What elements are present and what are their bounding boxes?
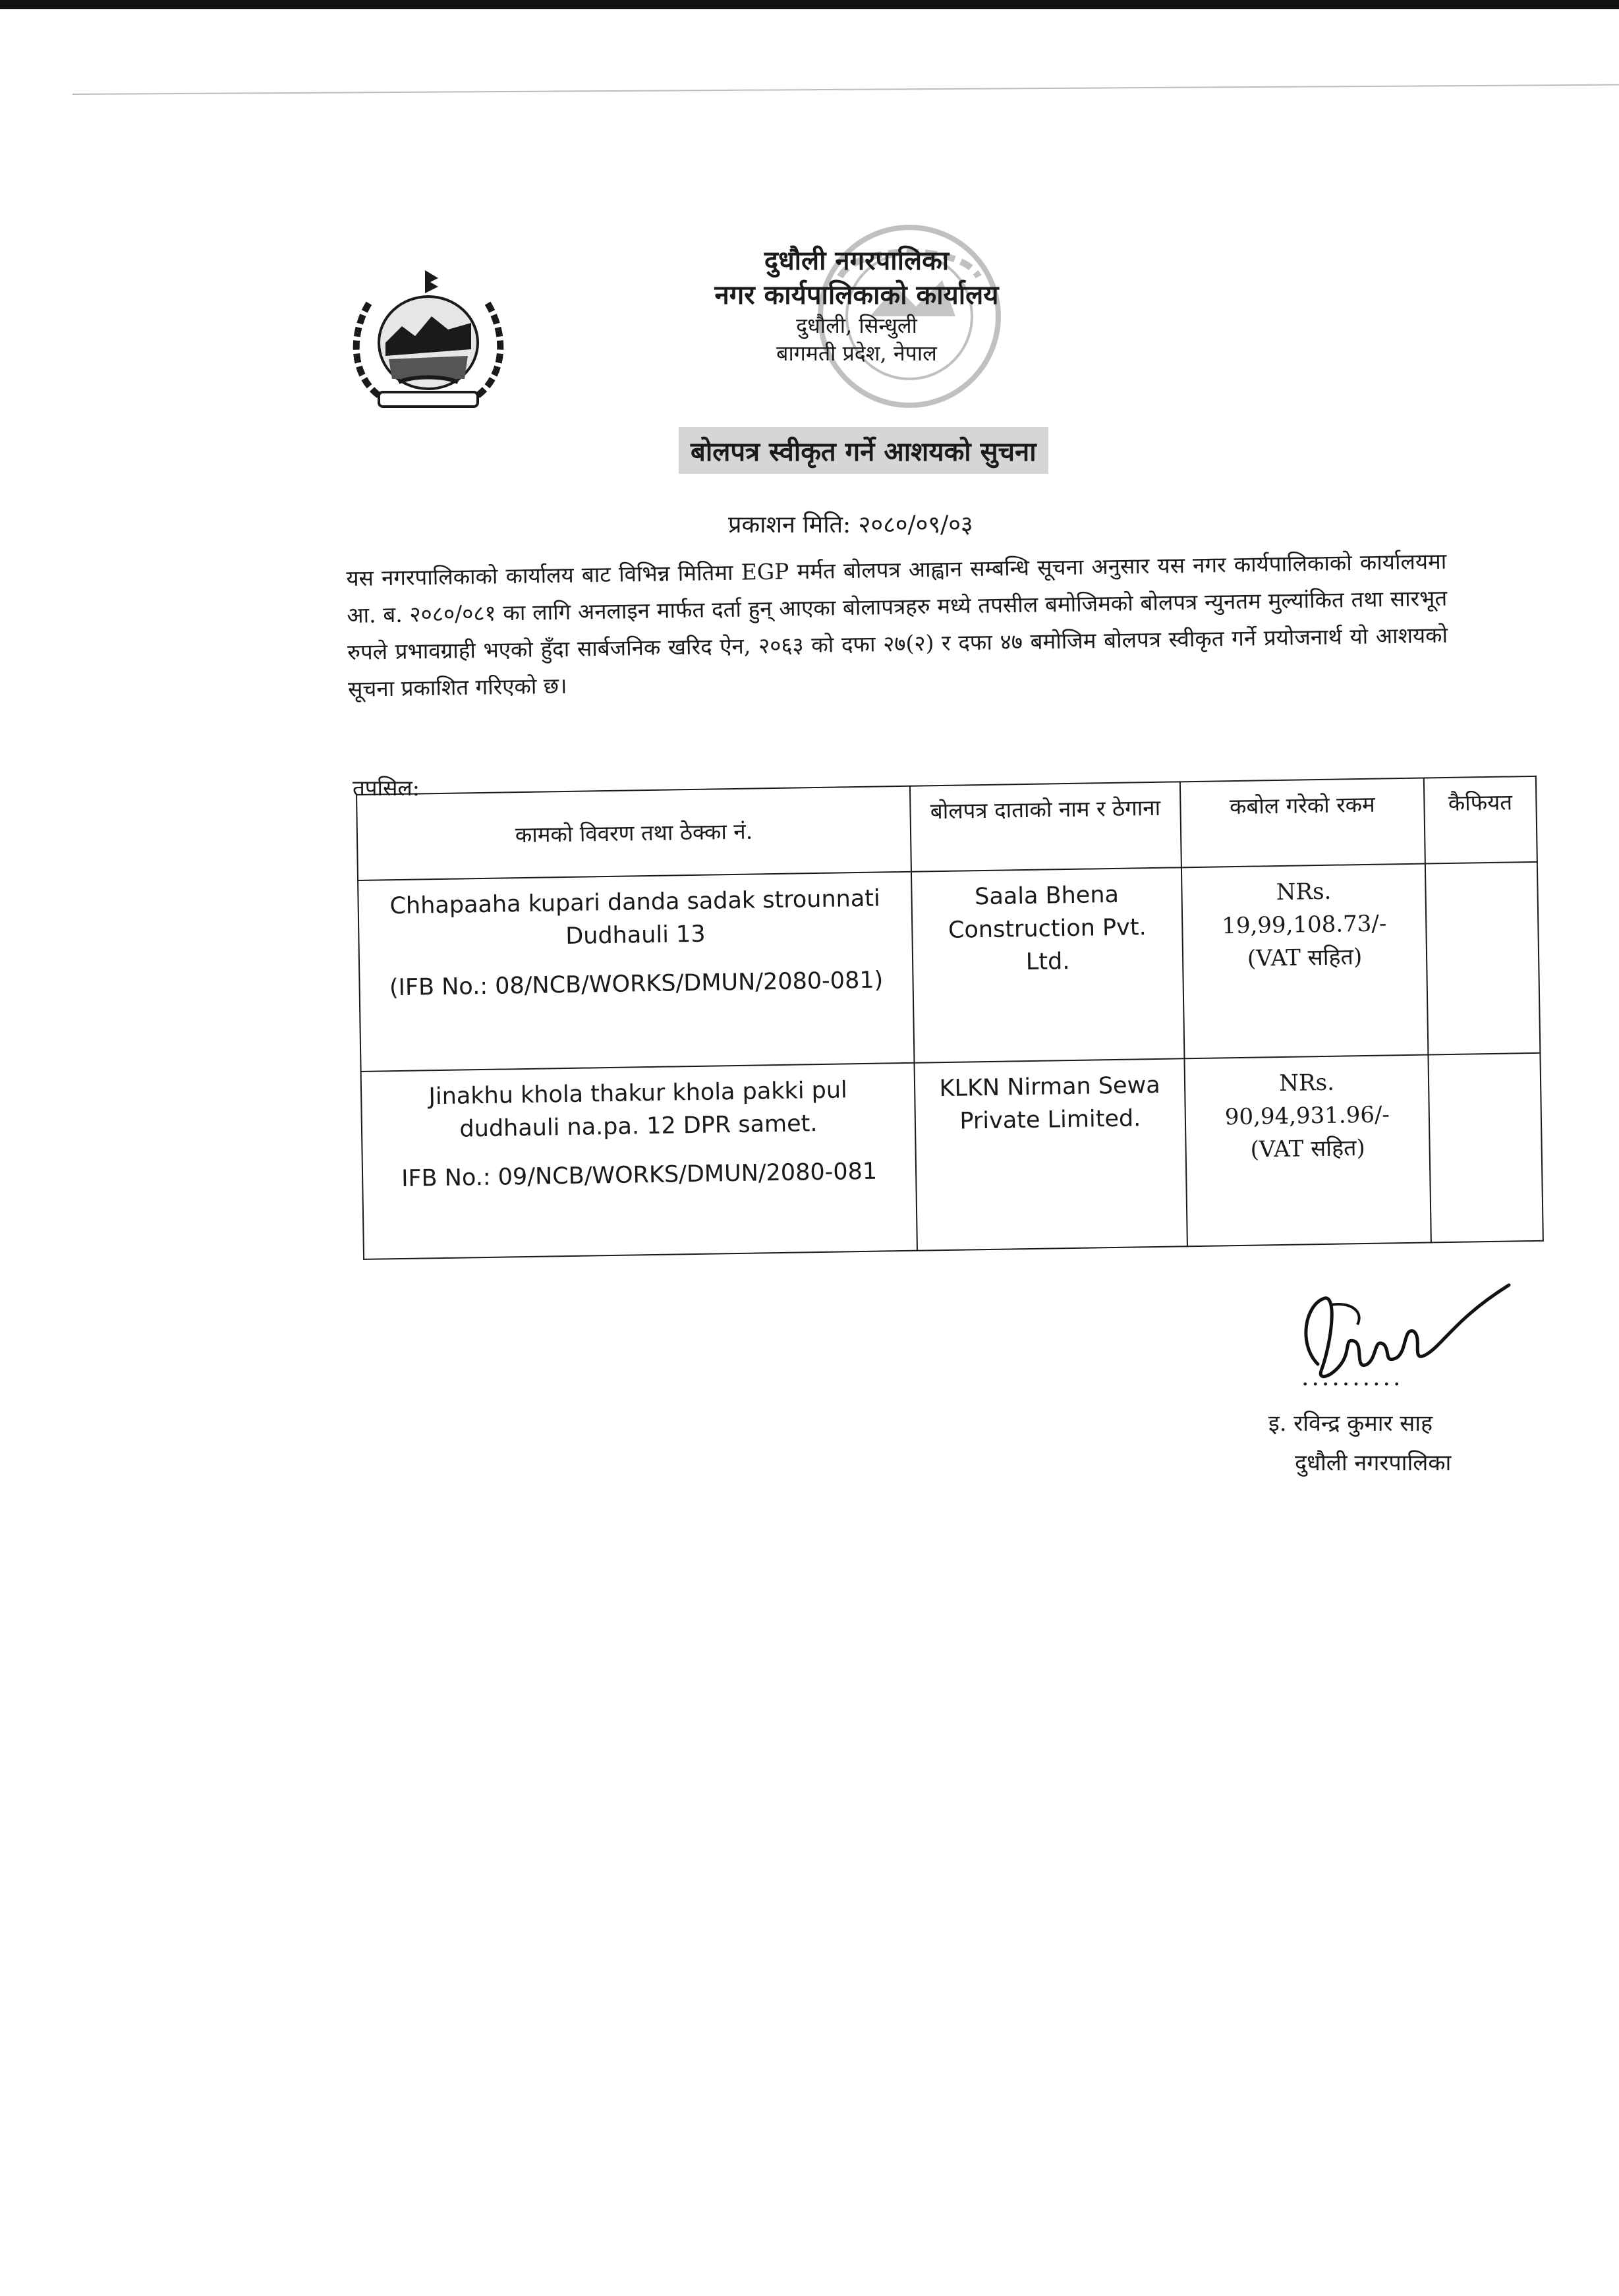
letterhead [633,244,1081,367]
bidder-cell: Saala Bhena Construction Pvt. Ltd. [911,867,1185,1062]
table-row [358,862,1540,1072]
details-label: तपसिल: [353,775,420,801]
work-name: Chhapaaha kupari danda sadak strounnati Dudhauli 13 [389,885,881,950]
header-amount: कबोल गरेको रकम [1180,778,1425,868]
header-work-description: कामको विवरण तथा ठेक्का नं. [356,786,911,880]
work-name: Jinakhu khola thakur khola pakki pul dudhauli na.pa. 12 DPR samet. [428,1077,848,1143]
amount-cell [1181,864,1429,1059]
signatory-name: इ. रविन्द्र कुमार साह [1268,1410,1433,1437]
office-name: नगर कार्यपालिकाको कार्यालय [714,279,999,310]
municipality-name: दुधौली नगरपालिका [764,245,950,276]
notice-title: बोलपत्र स्वीकृत गर्ने आशयको सुचना [679,427,1048,474]
remarks-cell [1428,1053,1543,1243]
table-row [361,1053,1543,1259]
amount-currency: NRs. [1278,1069,1335,1097]
signature-dots: .......... [1301,1364,1404,1391]
bid-table-wrapper [356,776,1544,1260]
header-bidder: बोलपत्र दाताको नाम र ठेगाना [910,782,1181,871]
header-remarks: कैफियत [1424,776,1537,864]
signatory-organization: दुधौली नगरपालिका [1295,1450,1452,1476]
amount-note: (VAT सहित) [1247,944,1363,972]
office-address: दुधौली, सिन्धुली [796,313,917,338]
amount-currency: NRs. [1276,878,1332,906]
amount-cell [1184,1054,1431,1246]
government-emblem-icon [339,264,517,428]
amount-value: 90,94,931.96/- [1224,1101,1390,1131]
work-description-cell [361,1063,917,1259]
ifb-number: IFB No.: 09/NCB/WORKS/DMUN/2080-081 [401,1158,878,1192]
bid-table [356,776,1544,1260]
scan-rule-line [72,84,1619,95]
amount-note: (VAT सहित) [1250,1135,1366,1163]
notice-body: यस नगरपालिकाको कार्यालय बाट विभिन्न मितिमा EGP मर्मत बोलपत्र आह्वान सम्बन्धि सूचना अनुसार यस नगर कार्यपालिकाको कार्यालयमा आ. ब. २०८०/०८१ का लागि अनलाइन मार्फत दर्ता हुन् आएका बोलापत्रहरु मध्ये तपसील बमोजिमको बोलपत्र न्युनतम मुल्यांकित तथा सारभूत रुपले प्रभावग्राही भएको हुँदा सार्बजनिक खरिद ऐन, २०६३ को दफा २७(२) र दफा ४७ बमोजिम बोलपत्र स्वीकृत गर्ने प्रयोजनार्थ यो आशयको सूचना प्रकाशित गरिएको छ। [346,548,1448,702]
province-name: बागमती प्रदेश, नेपाल [776,340,937,366]
ifb-number: (IFB No.: 08/NCB/WORKS/DMUN/2080-081) [389,967,884,1002]
scan-border [0,0,1619,9]
remarks-cell [1425,862,1541,1055]
amount-value: 19,99,108.73/- [1221,910,1387,940]
publication-date: प्रकाशन मिति: २०८०/०९/०३ [728,511,973,538]
bidder-cell: KLKN Nirman Sewa Private Limited. [915,1058,1187,1250]
work-description-cell [358,872,914,1072]
